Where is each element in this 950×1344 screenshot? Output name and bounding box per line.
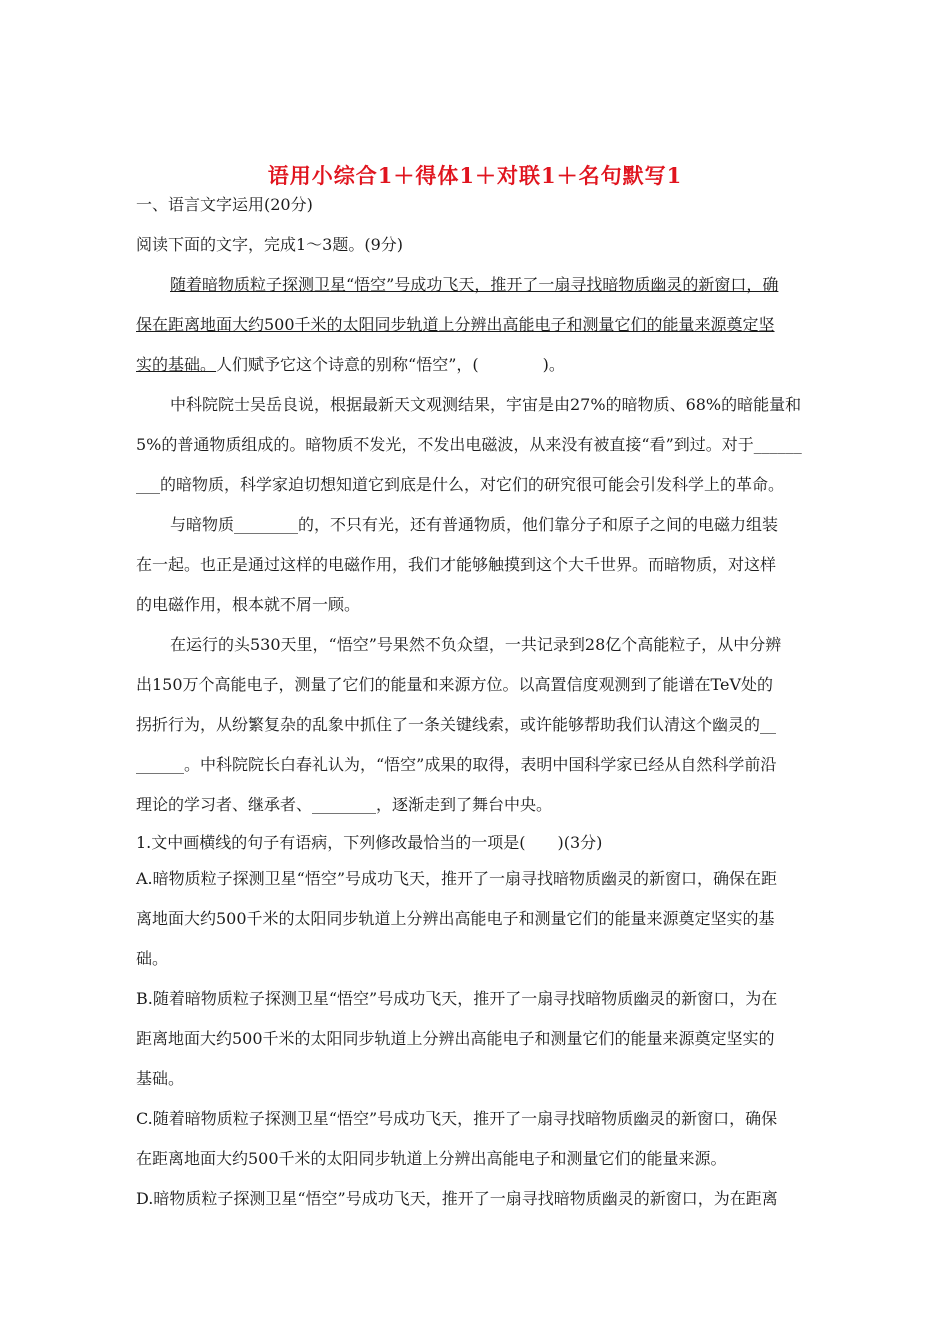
option-b-line3: 基础。 [136, 1069, 185, 1088]
passage-p2-line3: ___的暗物质，科学家迫切想知道它到底是什么，对它们的研究很可能会引发科学上的革命。 [136, 475, 785, 494]
option-b-line2: 距离地面大约500千米的太阳同步轨道上分辨出高能电子和测量它们的能量来源奠定坚实的 [136, 1029, 775, 1048]
passage-p3-line2: 在一起。也正是通过这样的电磁作用，我们才能够触摸到这个大千世界。而暗物质，对这样 [136, 555, 777, 574]
passage-p4-line2: 出150万个高能电子，测量了它们的能量和来源方位。以高置信度观测到了能谱在TeV处的 [136, 675, 773, 694]
option-d-line1: D.暗物质粒子探测卫星“悟空”号成功飞天，推开了一扇寻找暗物质幽灵的新窗口，为在距离 [136, 1189, 778, 1208]
passage-p4-line5: 理论的学习者、继承者、________，逐渐走到了舞台中央。 [136, 795, 553, 814]
passage-p4-line1: 在运行的头530天里，“悟空”号果然不负众望，一共记录到28亿个高能粒子，从中分辨 [170, 635, 782, 654]
option-a-line2: 离地面大约500千米的太阳同步轨道上分辨出高能电子和测量它们的能量来源奠定坚实的基 [136, 909, 775, 928]
instruction: 阅读下面的文字，完成1～3题。(9分) [136, 235, 404, 254]
passage-p1-underlined-end: 实的基础。 [136, 355, 217, 374]
option-a-line1: A.暗物质粒子探测卫星“悟空”号成功飞天，推开了一扇寻找暗物质幽灵的新窗口，确保在距 [136, 869, 778, 888]
passage-p3-line3: 的电磁作用，根本就不屑一顾。 [136, 595, 361, 614]
passage-p2-line2: 5%的普通物质组成的。暗物质不发光，不发出电磁波，从来没有被直接“看”到过。对于______ [136, 435, 802, 454]
section-heading: 一、语言文字运用(20分) [136, 195, 313, 214]
passage-p1-line3 [136, 354, 816, 376]
passage-p4-line3: 拐折行为，从纷繁复杂的乱象中抓住了一条关键线索，或许能够帮助我们认清这个幽灵的__ [136, 715, 777, 734]
option-a-line3: 础。 [136, 949, 169, 968]
document-title: 语用小综合1＋得体1＋对联1＋名句默写1 [267, 163, 683, 188]
option-c-line1: C.随着暗物质粒子探测卫星“悟空”号成功飞天，推开了一扇寻找暗物质幽灵的新窗口，确保 [136, 1109, 778, 1128]
passage-p1-line1: 随着暗物质粒子探测卫星“悟空”号成功飞天，推开了一扇寻找暗物质幽灵的新窗口，确 [170, 275, 779, 294]
option-c-line2: 在距离地面大约500千米的太阳同步轨道上分辨出高能电子和测量它们的能量来源。 [136, 1149, 727, 1168]
passage-p4-line4: ______。中科院院长白春礼认为，“悟空”成果的取得，表明中国科学家已经从自然科学前沿 [136, 755, 777, 774]
option-b-line1: B.随着暗物质粒子探测卫星“悟空”号成功飞天，推开了一扇寻找暗物质幽灵的新窗口，为在 [136, 989, 778, 1008]
passage-p1-line2: 保在距离地面大约500千米的太阳同步轨道上分辨出高能电子和测量它们的能量来源奠定坚 [136, 315, 775, 334]
passage-p1-rest: 人们赋予它这个诗意的别称“悟空”，( )。 [216, 355, 565, 374]
question1-stem: 1.文中画横线的句子有语病，下列修改最恰当的一项是( )(3分) [136, 833, 603, 852]
passage-p2-line1: 中科院院士吴岳良说，根据最新天文观测结果，宇宙是由27%的暗物质、68%的暗能量和 [170, 395, 802, 414]
passage-p3-line1: 与暗物质________的，不只有光，还有普通物质，他们靠分子和原子之间的电磁力组装 [170, 515, 779, 534]
